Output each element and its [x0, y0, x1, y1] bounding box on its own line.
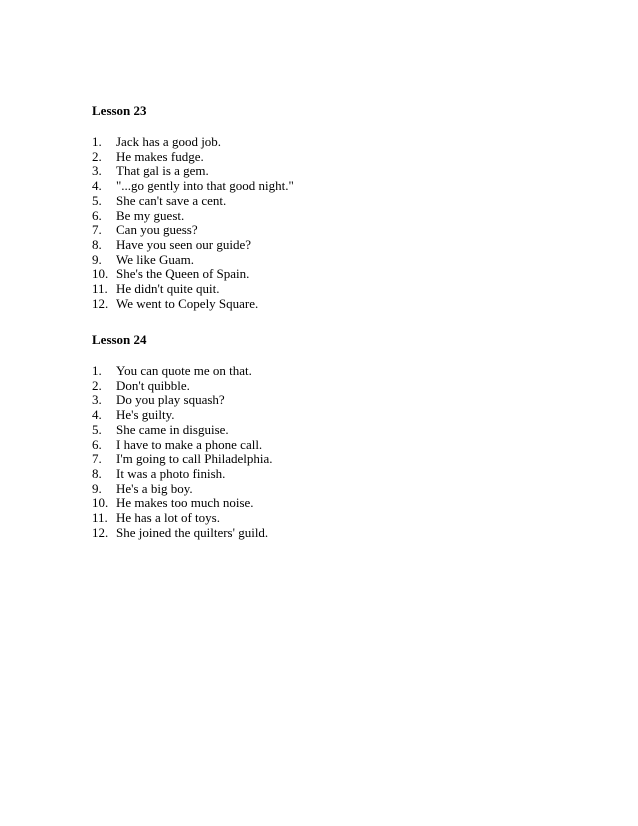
item-number: 11. [92, 510, 108, 526]
item-text: We went to Copely Square. [116, 295, 259, 311]
item-number: 5. [92, 192, 102, 208]
sentence-list [92, 364, 273, 540]
lesson-24-section [92, 332, 273, 540]
item-text: He makes fudge. [116, 148, 204, 164]
item-number: 4. [92, 178, 102, 194]
list-item [92, 267, 294, 282]
list-item [92, 150, 294, 165]
item-number: 3. [92, 163, 102, 179]
item-text: You can quote me on that. [116, 363, 252, 378]
item-text: He has a lot of toys. [116, 510, 220, 526]
item-text: She's the Queen of Spain. [116, 266, 250, 282]
list-item [92, 238, 294, 253]
item-number: 9. [92, 480, 102, 496]
list-item [92, 467, 273, 482]
item-text: He didn't quite quit. [116, 281, 220, 297]
item-text: She can't save a cent. [116, 192, 227, 208]
item-text: He makes too much noise. [116, 495, 254, 511]
item-number: 1. [92, 363, 102, 378]
list-item [92, 379, 273, 394]
item-number: 4. [92, 407, 102, 423]
item-number: 10. [92, 495, 109, 511]
item-text: We like Guam. [116, 251, 195, 267]
item-text: He's guilty. [116, 407, 175, 423]
item-number: 11. [92, 281, 108, 297]
item-text: I'm going to call Philadelphia. [116, 451, 273, 467]
item-number: 2. [92, 377, 102, 393]
list-item [92, 408, 273, 423]
item-text: He's a big boy. [116, 480, 193, 496]
item-number: 2. [92, 148, 102, 164]
list-item [92, 364, 273, 379]
list-item [92, 393, 273, 408]
item-text: "...go gently into that good night." [116, 178, 294, 194]
list-item [92, 282, 294, 297]
item-number: 12. [92, 295, 109, 311]
lesson-23-section [92, 103, 294, 311]
list-item [92, 194, 294, 209]
list-item [92, 297, 294, 312]
list-item [92, 482, 273, 497]
list-item [92, 253, 294, 268]
item-number: 12. [92, 524, 109, 540]
item-text: Do you play squash? [116, 392, 225, 408]
item-text: Can you guess? [116, 222, 198, 238]
lesson-title: Lesson 23 [92, 103, 147, 118]
item-number: 9. [92, 251, 102, 267]
lesson-title: Lesson 24 [92, 332, 147, 347]
item-number: 10. [92, 266, 109, 282]
list-item [92, 511, 273, 526]
item-number: 5. [92, 421, 102, 437]
list-item [92, 135, 294, 150]
item-text: Don't quibble. [116, 377, 190, 393]
item-number: 1. [92, 134, 102, 149]
item-number: 6. [92, 207, 102, 223]
item-number: 7. [92, 451, 102, 467]
item-text: Be my guest. [116, 207, 185, 223]
item-text: It was a photo finish. [116, 465, 226, 481]
sentence-list [92, 135, 294, 311]
item-text: She joined the quilters' guild. [116, 524, 269, 540]
list-item [92, 423, 273, 438]
item-number: 6. [92, 436, 102, 452]
item-number: 3. [92, 392, 102, 408]
item-text: That gal is a gem. [116, 163, 209, 179]
item-number: 8. [92, 236, 102, 252]
item-number: 7. [92, 222, 102, 238]
item-text: Have you seen our guide? [116, 236, 252, 252]
list-item [92, 179, 294, 194]
item-text: She came in disguise. [116, 421, 229, 437]
item-number: 8. [92, 465, 102, 481]
item-text: I have to make a phone call. [116, 436, 263, 452]
list-item [92, 209, 294, 224]
item-text: Jack has a good job. [116, 134, 222, 149]
list-item [92, 452, 273, 467]
list-item [92, 526, 273, 541]
list-item [92, 496, 273, 511]
list-item [92, 438, 273, 453]
list-item [92, 164, 294, 179]
list-item [92, 223, 294, 238]
